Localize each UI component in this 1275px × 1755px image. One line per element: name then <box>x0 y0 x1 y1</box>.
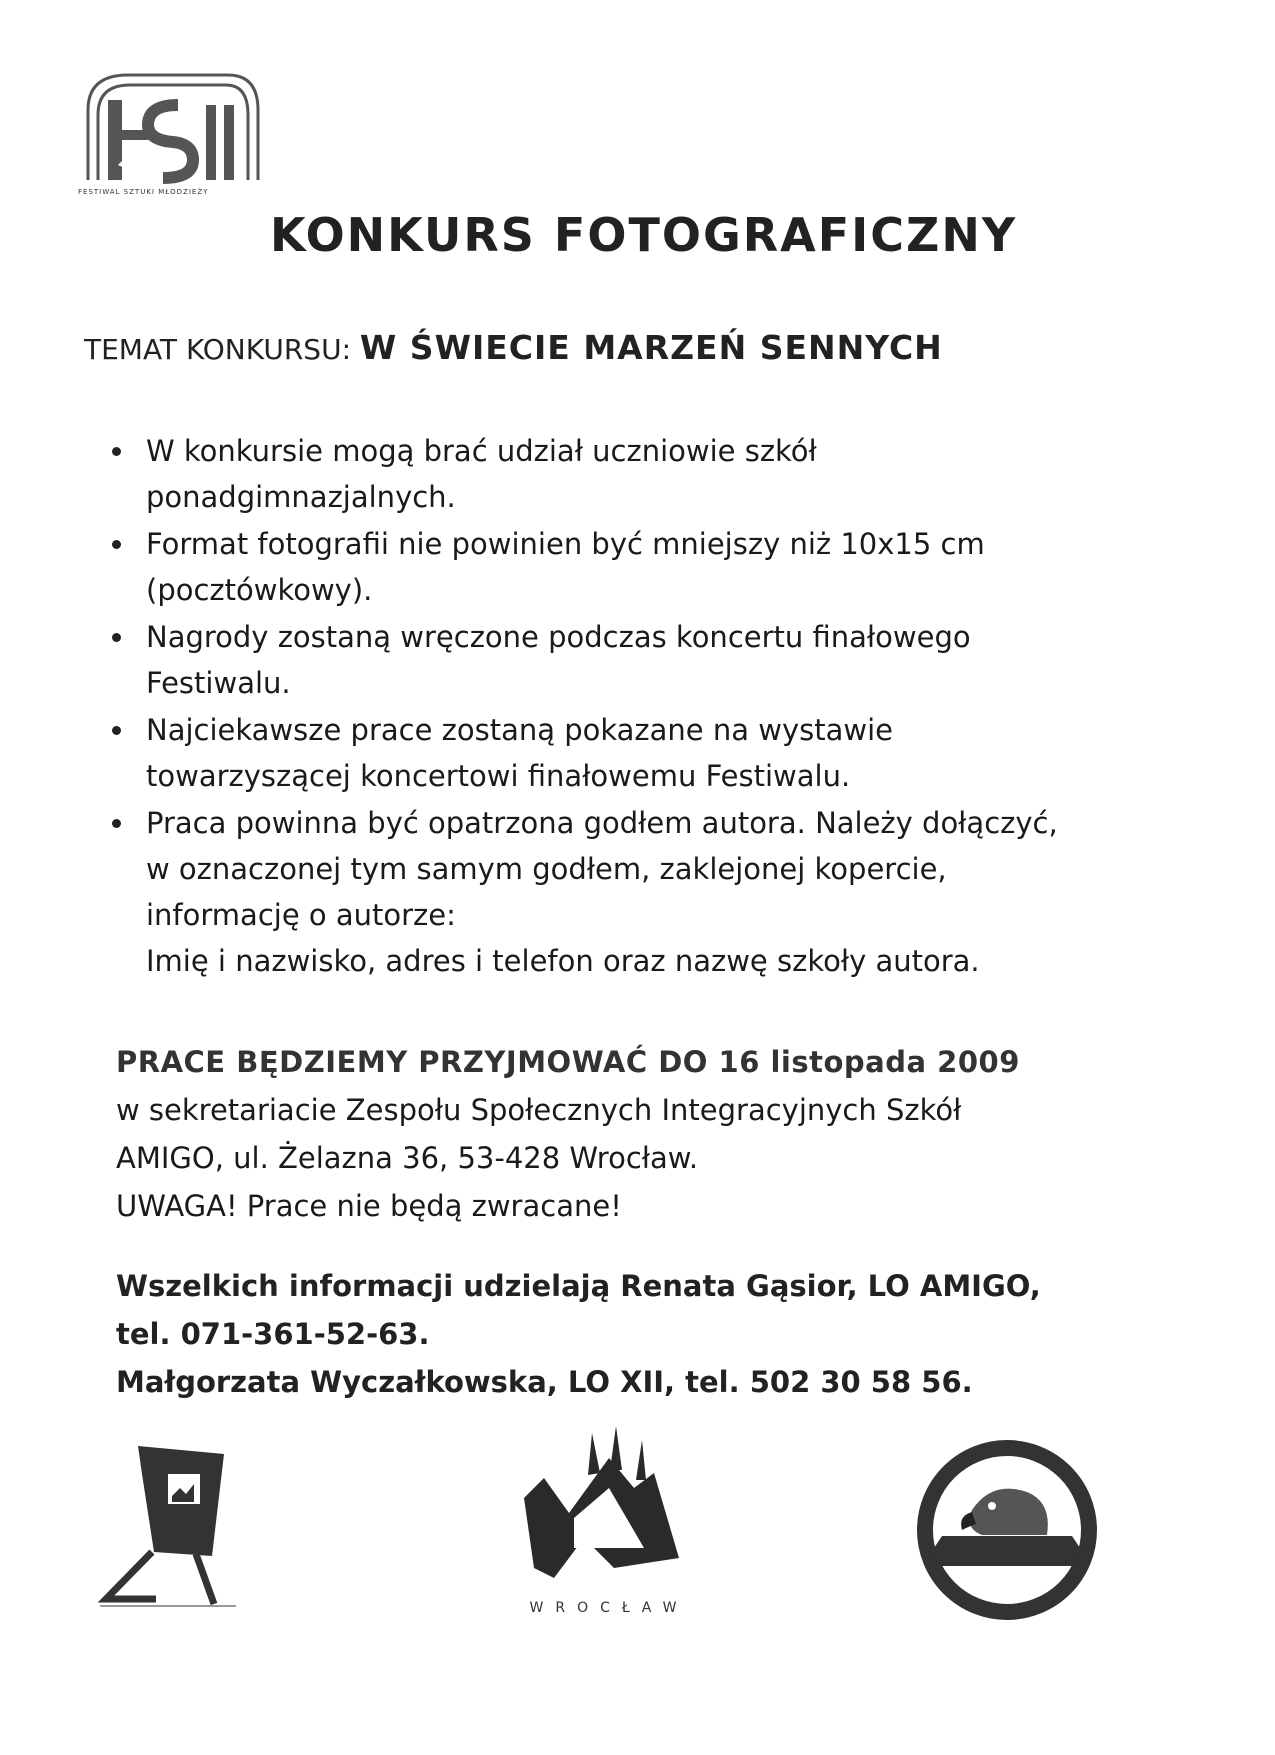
rule-text: W konkursie mogą brać udział uczniowie szkół <box>146 434 817 468</box>
rule-text: informację o autorze: <box>146 898 456 932</box>
list-item <box>146 614 1166 706</box>
theme-value: W ŚWIECIE MARZEŃ SENNYCH <box>359 328 943 367</box>
theme-label: TEMAT KONKURSU: <box>84 333 352 366</box>
deadline-headline: PRACE BĘDZIEMY PRZYJMOWAĆ DO 16 listopada 2009 <box>116 1045 1020 1079</box>
submission-deadline <box>116 1038 1176 1230</box>
rule-text: Imię i nazwisko, adres i telefon oraz nazwę szkoły autora. <box>146 944 980 978</box>
rule-text: towarzyszącej koncertowi finałowemu Festiwalu. <box>146 759 851 793</box>
deadline-address: AMIGO, ul. Żelazna 36, 53-428 Wrocław. <box>116 1141 699 1175</box>
contact-line: Małgorzata Wyczałkowska, LO XII, tel. 502 30 58 56. <box>116 1365 973 1399</box>
festival-logo <box>78 70 268 200</box>
list-item <box>146 428 1166 520</box>
rule-text: Najciekawsze prace zostaną pokazane na wystawie <box>146 713 893 747</box>
deadline-location: w sekretariacie Zespołu Społecznych Integracyjnych Szkół <box>116 1093 962 1127</box>
rule-text: Praca powinna być opatrzona godłem autora. Należy dołączyć, <box>146 806 1058 840</box>
rule-text: Format fotografii nie powinien być mniejszy niż 10x15 cm <box>146 527 985 561</box>
rule-text: (pocztówkowy). <box>146 573 373 607</box>
list-item <box>146 707 1166 799</box>
fsm-logo-graphic <box>78 70 268 185</box>
contact-info <box>116 1262 1196 1406</box>
rule-text: Festiwalu. <box>146 666 291 700</box>
wroclaw-logo-graphic <box>514 1418 704 1598</box>
contact-line: tel. 071-361-52-63. <box>116 1317 430 1351</box>
rules-list <box>100 428 1166 985</box>
eagle-emblem-graphic <box>912 1440 1102 1630</box>
rule-text: ponadgimnazjalnych. <box>146 480 456 514</box>
school-logo <box>96 1434 246 1612</box>
deadline-note: UWAGA! Prace nie będą zwracane! <box>116 1189 622 1223</box>
page-title: KONKURS FOTOGRAFICZNY <box>270 208 1018 262</box>
contest-theme <box>84 328 1204 367</box>
wroclaw-logo <box>514 1418 704 1616</box>
list-item <box>146 800 1166 984</box>
wroclaw-caption: WROCŁAW <box>529 1600 689 1616</box>
list-item <box>146 521 1166 613</box>
contact-line: Wszelkich informacji udzielają Renata Gąsior, LO AMIGO, <box>116 1269 1041 1303</box>
easel-logo-graphic <box>96 1434 246 1612</box>
lo-xii-emblem <box>912 1440 1102 1630</box>
festival-logo-caption: FESTIWAL SZTUKI MŁODZIEŻY <box>78 188 209 196</box>
rule-text: w oznaczonej tym samym godłem, zaklejonej kopercie, <box>146 852 947 886</box>
rule-text: Nagrody zostaną wręczone podczas koncertu finałowego <box>146 620 971 654</box>
